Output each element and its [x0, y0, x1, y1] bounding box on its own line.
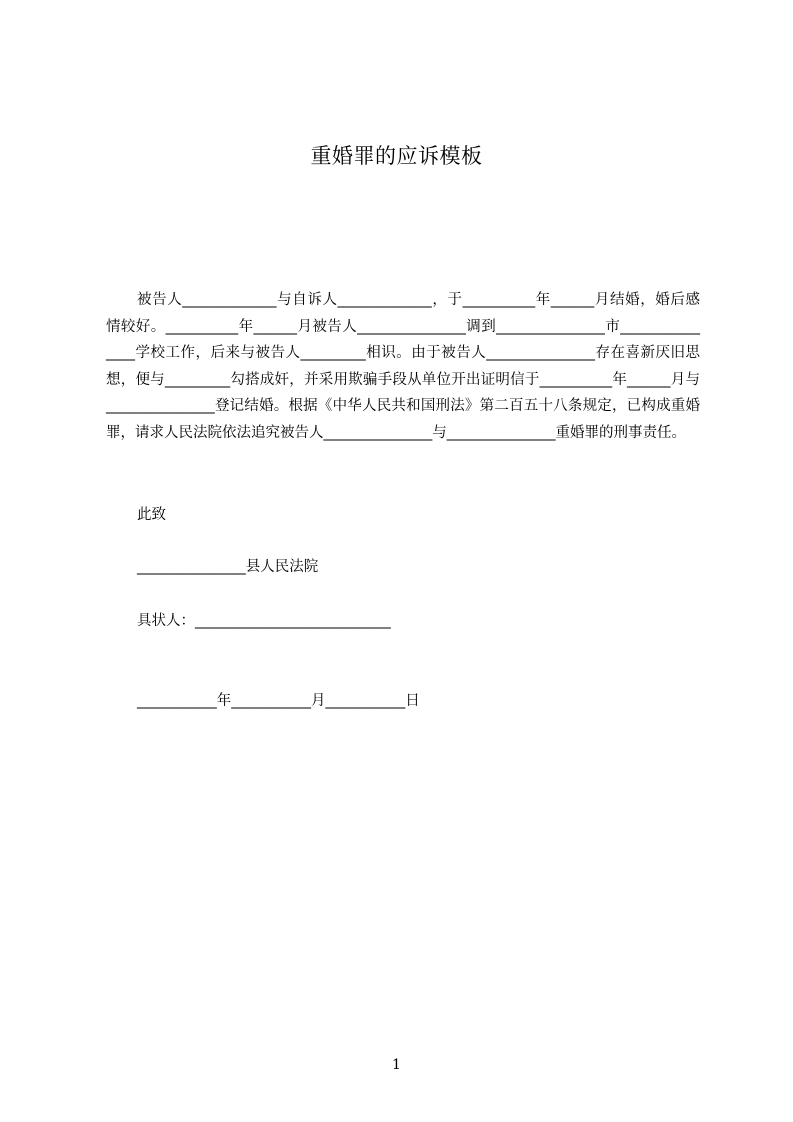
court-recipient: _______________县人民法院 — [137, 559, 319, 575]
document-title: 重婚罪的应诉模板 — [310, 144, 483, 168]
closing-salutation: 此致 — [137, 507, 166, 523]
complaint-body: 被告人_____________与自诉人_____________，于__________年______月结婚，婚后感情较好。__________年______月被告人_______________调到_______________市_______________学校工作，后来与被告人_________相识。由于被告人_______________存在喜新厌旧思想，便与_________勾搭成奸，并采用欺骗手段从单位开出证明信于__________年______月与_______________登记结婚。根据《中华人民共和国刑法》第二百五十八条规定，已构成重婚罪，请求人民法院依法追究被告人_______________与_______________重婚罪的刑事责任。 — [106, 292, 700, 441]
page-number: 1 — [392, 1057, 401, 1073]
signer-line: 具状人：___________________________ — [137, 613, 391, 629]
date-line: ___________年___________月___________日 — [137, 693, 420, 709]
